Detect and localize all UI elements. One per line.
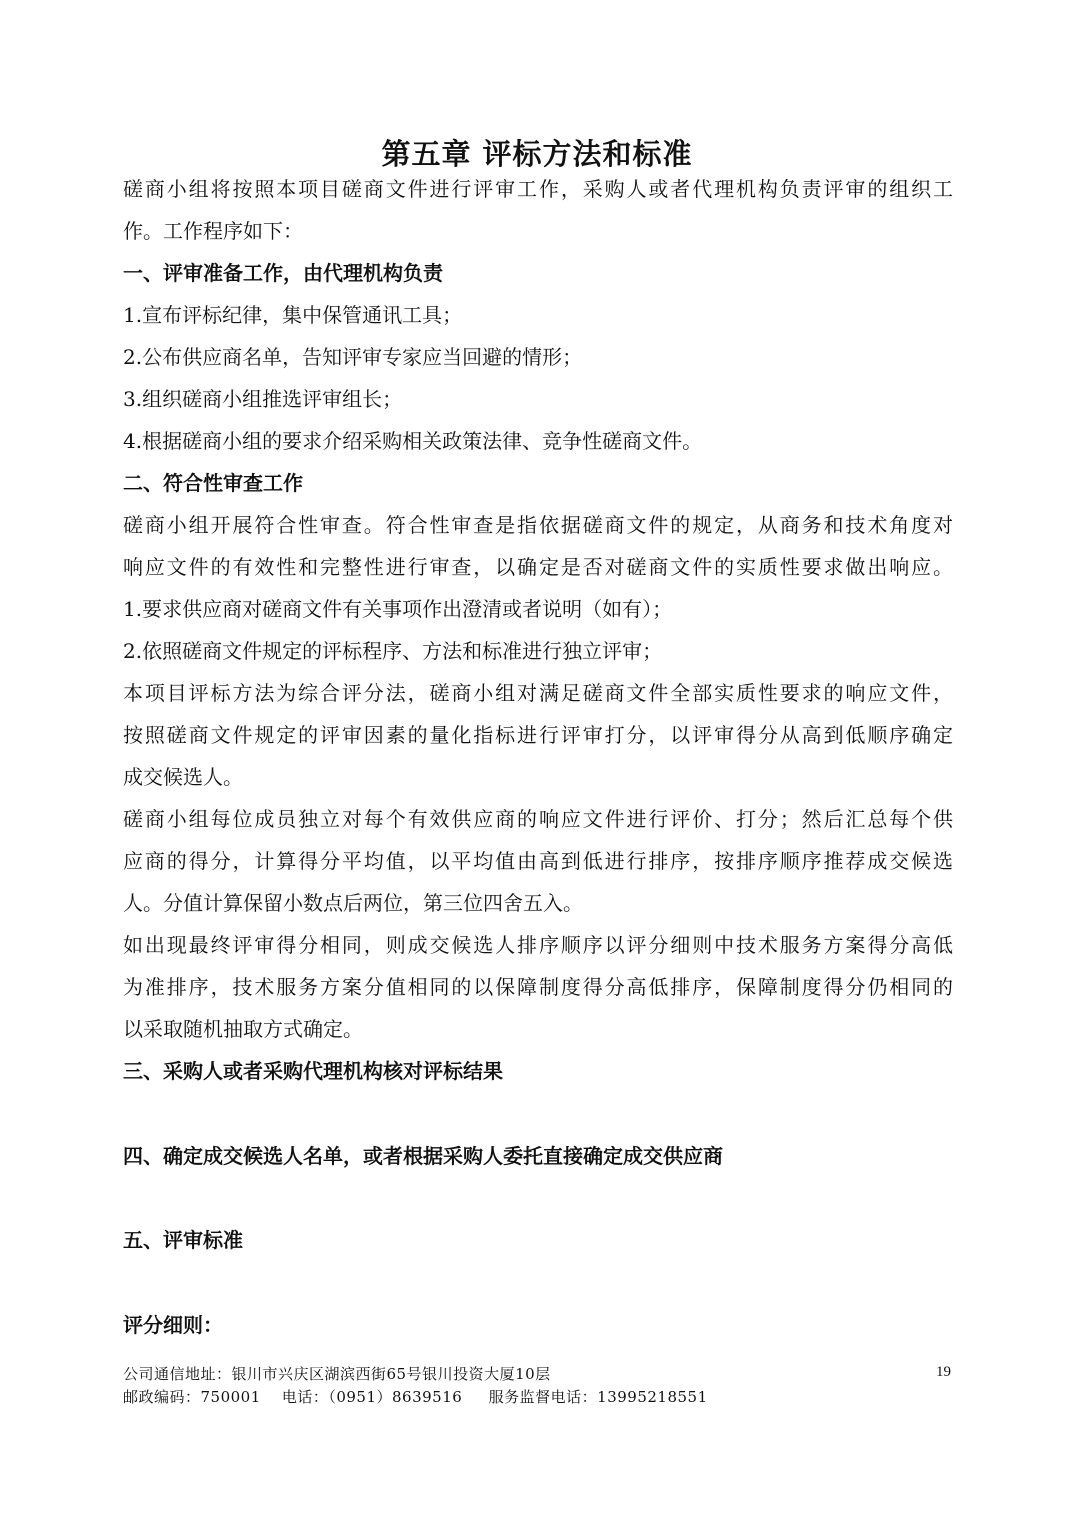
section-2-para-3-line-3: 人。分值计算保留小数点后两位，第三位四舍五入。 bbox=[123, 891, 583, 915]
section-2-para-4-line-2: 为准排序，技术服务方案分值相同的以保障制度得分高低排序，保障制度得分仍相同的 bbox=[123, 975, 953, 999]
chapter-title: 第五章 评标方法和标准 bbox=[381, 137, 693, 171]
page-number: 19 bbox=[936, 1364, 951, 1380]
section-2-para-1-line-1: 磋商小组开展符合性审查。符合性审查是指依据磋商文件的规定，从商务和技术角度对 bbox=[123, 513, 953, 537]
section-2-para-3-line-2: 应商的得分，计算得分平均值，以平均值由高到低进行排序，按排序顺序推荐成交候选 bbox=[123, 849, 953, 873]
footer-contact: 邮政编码：750001 电话：（0951）8639516 服务监督电话：13995218551 bbox=[123, 1388, 708, 1406]
section-1-item-2: 2.公布供应商名单，告知评审专家应当回避的情形； bbox=[123, 345, 583, 369]
scoring-heading: 评分细则： bbox=[123, 1313, 223, 1337]
section-2-para-2-line-1: 本项目评标方法为综合评分法，磋商小组对满足磋商文件全部实质性要求的响应文件， bbox=[123, 681, 953, 705]
section-2-para-4-line-1: 如出现最终评审得分相同，则成交候选人排序顺序以评分细则中技术服务方案得分高低 bbox=[123, 933, 953, 957]
section-1-item-1: 1.宣布评标纪律，集中保管通讯工具； bbox=[123, 303, 463, 327]
footer-address: 公司通信地址：银川市兴庆区湖滨西街65号银川投资大厦10层 bbox=[123, 1365, 551, 1383]
section-1-item-4: 4.根据磋商小组的要求介绍采购相关政策法律、竞争性磋商文件。 bbox=[123, 429, 703, 453]
section-1-heading: 一、评审准备工作，由代理机构负责 bbox=[123, 261, 443, 285]
section-4-heading: 四、确定成交候选人名单，或者根据采购人委托直接确定成交供应商 bbox=[123, 1144, 723, 1168]
section-2-para-3-line-1: 磋商小组每位成员独立对每个有效供应商的响应文件进行评价、打分；然后汇总每个供 bbox=[123, 807, 953, 831]
intro-line-1: 磋商小组将按照本项目磋商文件进行评审工作，采购人或者代理机构负责评审的组织工 bbox=[123, 177, 953, 201]
intro-line-2: 作。工作程序如下： bbox=[123, 219, 303, 243]
section-3-heading: 三、采购人或者采购代理机构核对评标结果 bbox=[123, 1059, 503, 1083]
section-2-para-1-line-2: 响应文件的有效性和完整性进行审查，以确定是否对磋商文件的实质性要求做出响应。 bbox=[123, 555, 953, 579]
section-5-heading: 五、评审标准 bbox=[123, 1228, 243, 1252]
section-2-item-1: 1.要求供应商对磋商文件有关事项作出澄清或者说明（如有）； bbox=[123, 597, 673, 621]
section-2-para-2-line-3: 成交候选人。 bbox=[123, 765, 243, 789]
section-2-para-4-line-3: 以采取随机抽取方式确定。 bbox=[123, 1017, 363, 1041]
section-2-para-2-line-2: 按照磋商文件规定的评审因素的量化指标进行评审打分，以评审得分从高到低顺序确定 bbox=[123, 723, 953, 747]
section-2-item-2: 2.依照磋商文件规定的评标程序、方法和标准进行独立评审； bbox=[123, 639, 663, 663]
section-1-item-3: 3.组织磋商小组推选评审组长； bbox=[123, 387, 403, 411]
section-2-heading: 二、符合性审查工作 bbox=[123, 471, 303, 495]
